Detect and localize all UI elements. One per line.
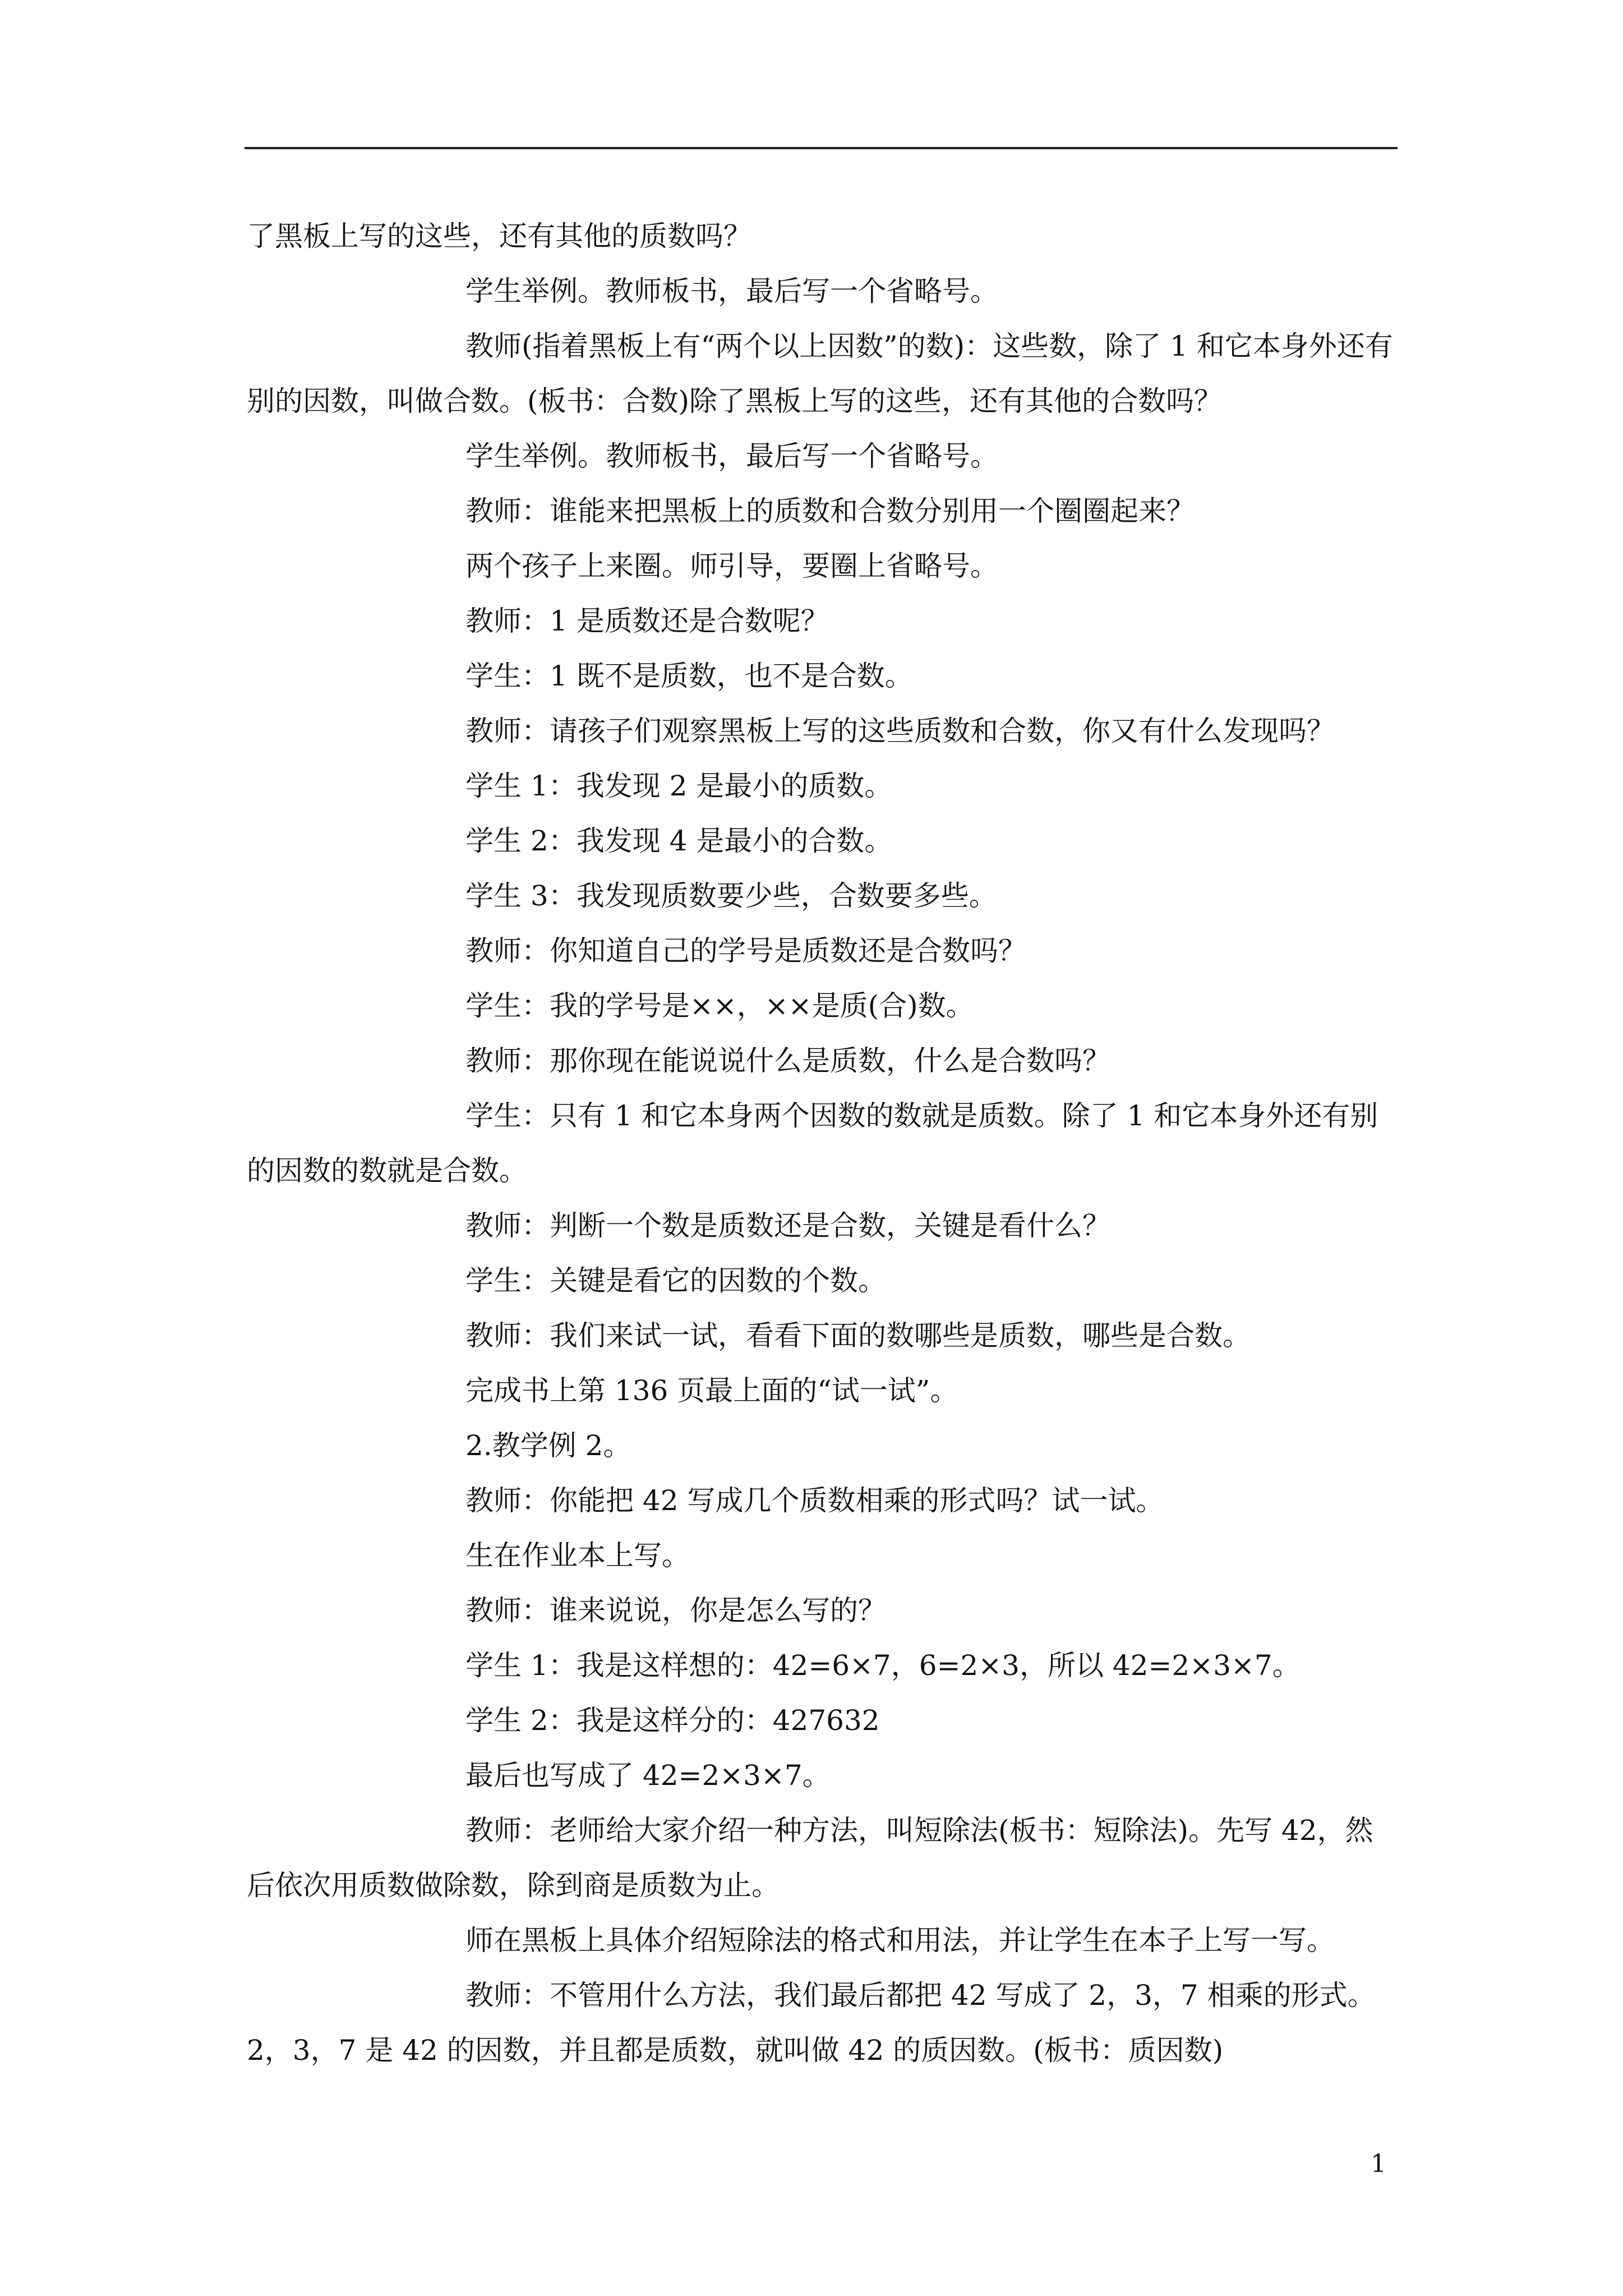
paragraph: 学生：关键是看它的因数的个数。: [465, 1264, 886, 1297]
paragraph: 教师：不管用什么方法，我们最后都把 42 写成了 2，3，7 相乘的形式。2，3，7 是 42 的因数，并且都是质数，就叫做 42 的质因数。(板书：质因数): [247, 1979, 1376, 2067]
paragraph: 师在黑板上具体介绍短除法的格式和用法，并让学生在本子上写一写。: [465, 1924, 1335, 1957]
paragraph: 教师：老师给大家介绍一种方法，叫短除法(板书：短除法)。先写 42，然后依次用质数做除数，除到商是质数为止。: [247, 1814, 1373, 1902]
paragraph: 教师：谁能来把黑板上的质数和合数分别用一个圈圈起来？: [465, 495, 1195, 527]
paragraph: 了黑板上写的这些，还有其他的质数吗？: [247, 220, 751, 252]
paragraph: 2.教学例 2。: [465, 1429, 631, 1462]
paragraph: 学生 2：我发现 4 是最小的合数。: [465, 825, 893, 857]
paragraph: 教师：你能把 42 写成几个质数相乘的形式吗？试一试。: [465, 1484, 1164, 1517]
header-rule: [245, 147, 1398, 149]
paragraph: 学生：我的学号是××，××是质(合)数。: [465, 990, 974, 1022]
paragraph: 教师：请孩子们观察黑板上写的这些质数和合数，你又有什么发现吗？: [465, 715, 1335, 747]
page-number: 1: [1371, 2150, 1386, 2178]
paragraph: 学生举例。教师板书，最后写一个省略号。: [465, 440, 998, 472]
paragraph: 教师：1 是质数还是合数呢？: [465, 605, 829, 637]
paragraph: 教师(指着黑板上有“两个以上因数”的数)：这些数，除了 1 和它本身外还有别的因数，叫做合数。(板书：合数)除了黑板上写的这些，还有其他的合数吗？: [247, 330, 1393, 417]
paragraph: 两个孩子上来圈。师引导，要圈上省略号。: [465, 550, 998, 582]
document-body: [247, 209, 1398, 2078]
paragraph: 教师：我们来试一试，看看下面的数哪些是质数，哪些是合数。: [465, 1319, 1251, 1352]
paragraph: 教师：你知道自己的学号是质数还是合数吗？: [465, 935, 1026, 967]
paragraph: 教师：那你现在能说说什么是质数，什么是合数吗？: [465, 1045, 1110, 1077]
paragraph: 学生举例。教师板书，最后写一个省略号。: [465, 275, 998, 307]
paragraph: 学生 1：我发现 2 是最小的质数。: [465, 770, 893, 802]
paragraph: 生在作业本上写。: [465, 1539, 690, 1572]
paragraph: 完成书上第 136 页最上面的“试一试”。: [465, 1374, 958, 1407]
paragraph: 学生：只有 1 和它本身两个因数的数就是质数。除了 1 和它本身外还有别的因数的数就是合数。: [247, 1099, 1378, 1187]
paragraph: 教师：判断一个数是质数还是合数，关键是看什么？: [465, 1209, 1110, 1242]
paragraph: 学生：1 既不是质数，也不是合数。: [465, 660, 913, 692]
paragraph: 学生 1：我是这样想的：42=6×7，6=2×3，所以 42=2×3×7。: [465, 1649, 1301, 1682]
paragraph: 最后也写成了 42=2×3×7。: [465, 1759, 831, 1792]
paragraph: 学生 3：我发现质数要少些，合数要多些。: [465, 880, 997, 912]
paragraph: 学生 2：我是这样分的：427632: [465, 1704, 880, 1737]
paragraph: 教师：谁来说说，你是怎么写的？: [465, 1594, 886, 1627]
